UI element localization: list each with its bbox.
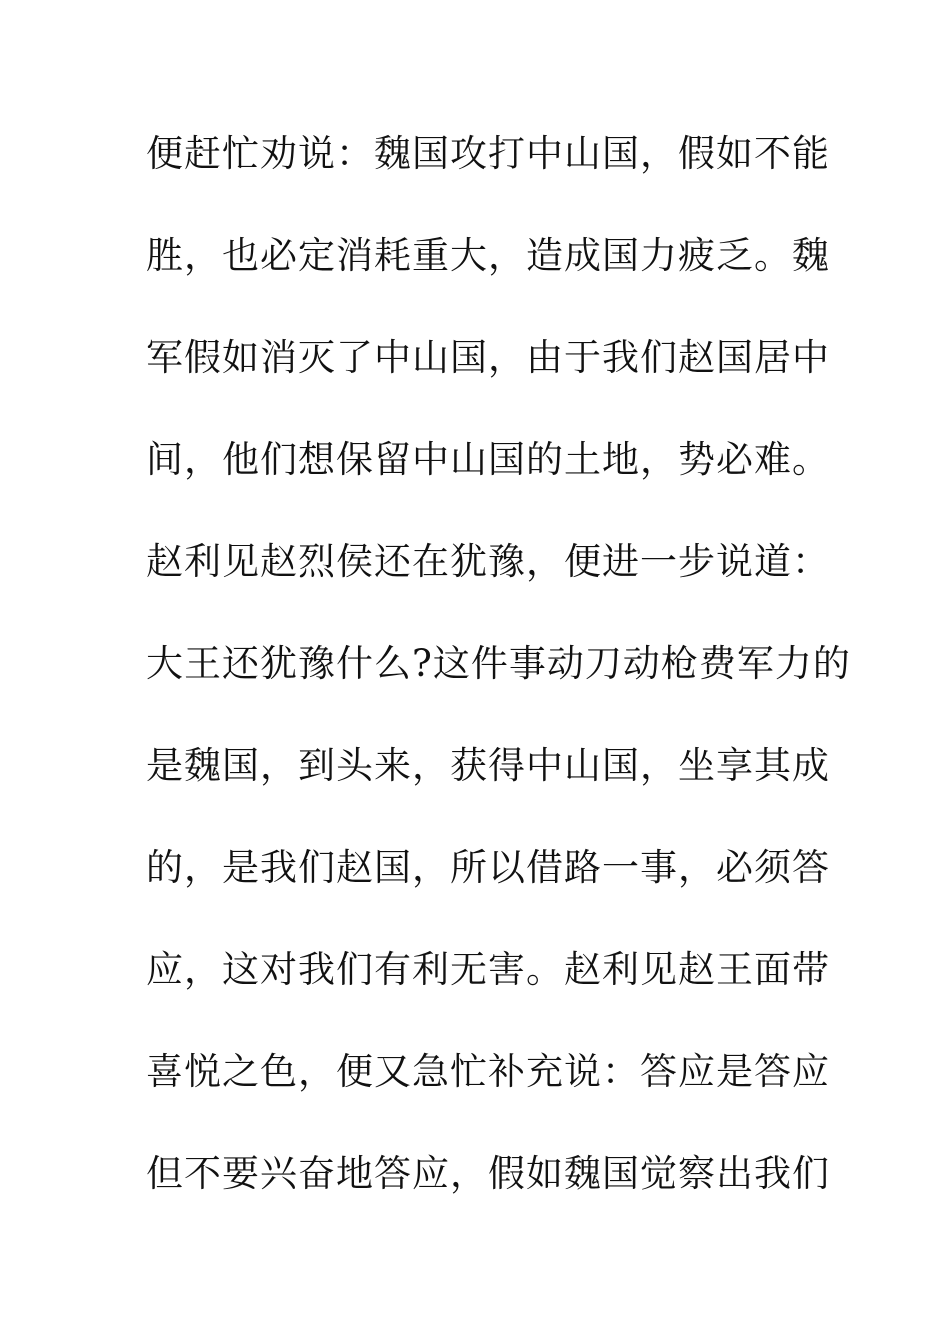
text-line: 赵利见赵烈侯还在犹豫，便进一步说道： — [146, 540, 830, 583]
text-line: 的，是我们赵国，所以借路一事，必须答 — [146, 846, 830, 889]
text-line: 间，他们想保留中山国的土地，势必难。 — [146, 438, 830, 481]
text-line: 是魏国，到头来，获得中山国，坐享其成 — [146, 744, 830, 787]
text-line: 胜，也必定消耗重大，造成国力疲乏。魏 — [146, 234, 830, 277]
text-line: 军假如消灭了中山国，由于我们赵国居中 — [146, 336, 830, 379]
text-line: 但不要兴奋地答应，假如魏国觉察出我们 — [146, 1152, 830, 1195]
text-line: 喜悦之色，便又急忙补充说：答应是答应 — [146, 1050, 830, 1093]
text-line: 大王还犹豫什么?这件事动刀动枪费军力的 — [146, 642, 851, 685]
document-body-text — [146, 118, 851, 1240]
text-line: 应，这对我们有利无害。赵利见赵王面带 — [146, 948, 830, 991]
text-line: 便赶忙劝说：魏国攻打中山国，假如不能 — [146, 132, 830, 175]
